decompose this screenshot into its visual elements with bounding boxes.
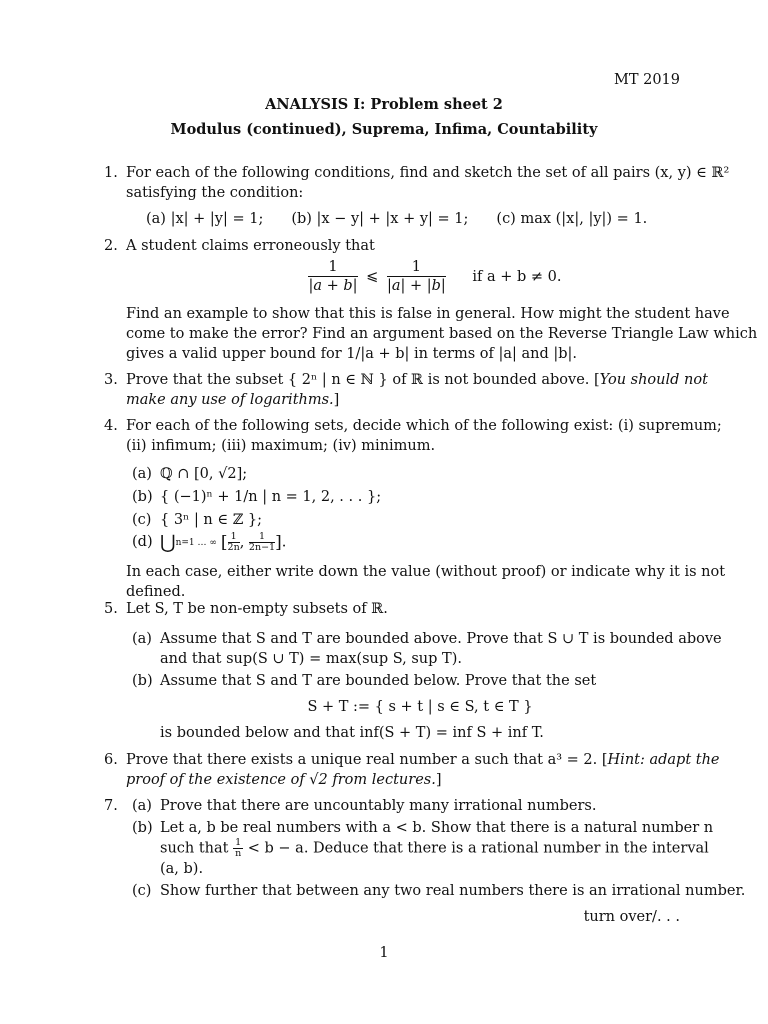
problem-text: Prove that there are uncountably many irrational numbers. (160, 798, 597, 814)
problem-text: Let a, b be real numbers with a < b. Show that there is a natural number n (160, 820, 714, 836)
problem-text: and that sup(S ∪ T) = max(sup S, sup T). (160, 651, 462, 667)
union-symbol: ⋃ (160, 531, 176, 554)
problem-7 (104, 796, 746, 901)
problem-3 (104, 370, 708, 410)
fraction-numerator: 1 (249, 532, 275, 543)
item-label: (d) (132, 534, 153, 550)
problem-number: 7. (104, 798, 118, 814)
set-a (126, 464, 680, 484)
problem-text: A student claims erroneously that (126, 238, 375, 254)
item-label: (a) (132, 631, 152, 647)
problem-text: is bounded below and that inf(S + T) = inf S + inf T. (160, 725, 544, 741)
problem-number: 2. (104, 238, 118, 254)
problem-number: 6. (104, 752, 118, 768)
condition-a: (a) |x| + |y| = 1; (146, 211, 264, 227)
problem-text: Let S, T be non-empty subsets of ℝ. (126, 601, 388, 617)
bracket-close: ] (435, 772, 442, 788)
problem-hint: You should not (599, 372, 708, 388)
problem-text: (ii) infimum; (iii) maximum; (iv) minimum. (126, 438, 436, 454)
sheet-title: ANALYSIS I: Problem sheet 2 (265, 96, 503, 113)
problem-2 (104, 236, 758, 364)
item-label: (b) (132, 673, 153, 689)
problem-hint: proof of the existence of √2 from lectures. (126, 772, 436, 788)
problem-number: 4. (104, 418, 118, 434)
item-label: (b) (132, 820, 153, 836)
problem-number: 5. (104, 601, 118, 617)
set-expression: ℚ ∩ [0, √2]; (160, 466, 248, 482)
problem-text: Show further that between any two real numbers there is an irrational number. (160, 883, 746, 899)
problem-text: gives a valid upper bound for 1/|a + b| in terms of |a| and |b|. (126, 346, 578, 362)
fraction-denominator: |a| + |b| (386, 278, 446, 294)
item-label: (a) (132, 798, 152, 814)
problem-text: Assume that S and T are bounded above. Prove that S ∪ T is bounded above (160, 631, 722, 647)
condition-b: (b) |x − y| + |x + y| = 1; (291, 211, 469, 227)
fraction-numerator: 1 (308, 258, 357, 277)
set-d: (d) ⋃n=1 … ∞ [ $\frac{1}{2n}$ , $\frac{1}{2n-1}$ ]. (132, 531, 287, 554)
fraction-numerator: 1 (235, 837, 242, 848)
problem-text: come to make the error? Find an argument based on the Reverse Triangle Law which (126, 326, 758, 342)
item-label: (c) (132, 512, 152, 528)
problem-text: defined. (126, 584, 186, 600)
page-number: 1 (379, 945, 389, 961)
fraction-denominator: n (235, 848, 242, 859)
part-b (126, 671, 680, 743)
set-expression: { 3ⁿ | n ∈ ℤ }; (160, 512, 263, 528)
problem-text: For each of the following sets, decide which of the following exist: (i) supremum; (126, 418, 722, 434)
fraction-numerator: 1 (387, 258, 446, 277)
part-a (126, 796, 680, 816)
bracket-close: ] (333, 392, 340, 408)
problem-5 (104, 599, 722, 743)
item-label: (b) (132, 489, 153, 505)
set-expression: { (−1)ⁿ + 1/n | n = 1, 2, . . . }; (160, 489, 382, 505)
relation-symbol: ⩽ (366, 268, 379, 285)
inequality-display (186, 258, 680, 298)
problem-hint: make any use of logarithms. (126, 392, 334, 408)
problem-4 (104, 416, 726, 602)
problem-number: 3. (104, 372, 118, 388)
problem-text: Prove that the subset { 2ⁿ | n ∈ ℕ } of ℝ is not bounded above. [ (126, 372, 600, 388)
fraction-denominator: 2n (227, 542, 240, 553)
set-b (126, 487, 680, 507)
problem-text: < b − a. Deduce that there is a rational number in the interval (247, 840, 709, 857)
item-label: (c) (132, 883, 152, 899)
item-label: (a) (132, 466, 152, 482)
problem-text: Assume that S and T are bounded below. Prove that the set (160, 673, 597, 689)
part-a (126, 629, 722, 669)
problem-text: In each case, either write down the value (without proof) or indicate why it is not (126, 564, 726, 580)
union-range: n=1 … ∞ (175, 537, 217, 548)
sheet-subtitle: Modulus (continued), Suprema, Infima, Countability (170, 121, 598, 138)
fraction-denominator: 2n−1 (248, 542, 276, 553)
problem-text: such that (160, 840, 229, 857)
problem-text: For each of the following conditions, find and sketch the set of all pairs (x, y) ∈ ℝ² (126, 165, 730, 181)
part-c (126, 881, 746, 901)
turn-over-note: turn over/. . . (583, 909, 680, 925)
problem-1 (104, 163, 730, 229)
part-b (126, 818, 714, 879)
problem-text: Find an example to show that this is false in general. How might the student have (126, 306, 730, 322)
set-definition: S + T := { s + t | s ∈ S, t ∈ T } (307, 699, 533, 715)
fraction-denominator: |a + b| (308, 278, 358, 294)
problem-text: (a, b). (160, 861, 204, 877)
term-label: MT 2019 (613, 72, 680, 88)
set-c (126, 510, 680, 530)
problem-text: Prove that there exists a unique real number a such that a³ = 2. [ (126, 752, 608, 768)
fraction-numerator: 1 (228, 532, 240, 543)
problem-hint: Hint: adapt the (607, 752, 720, 768)
problem-number: 1. (104, 165, 118, 181)
problem-text: satisfying the condition: (126, 185, 304, 201)
condition-c: (c) max (|x|, |y|) = 1. (496, 211, 648, 227)
problem-6 (104, 750, 720, 790)
condition-text: if a + b ≠ 0. (472, 268, 562, 285)
